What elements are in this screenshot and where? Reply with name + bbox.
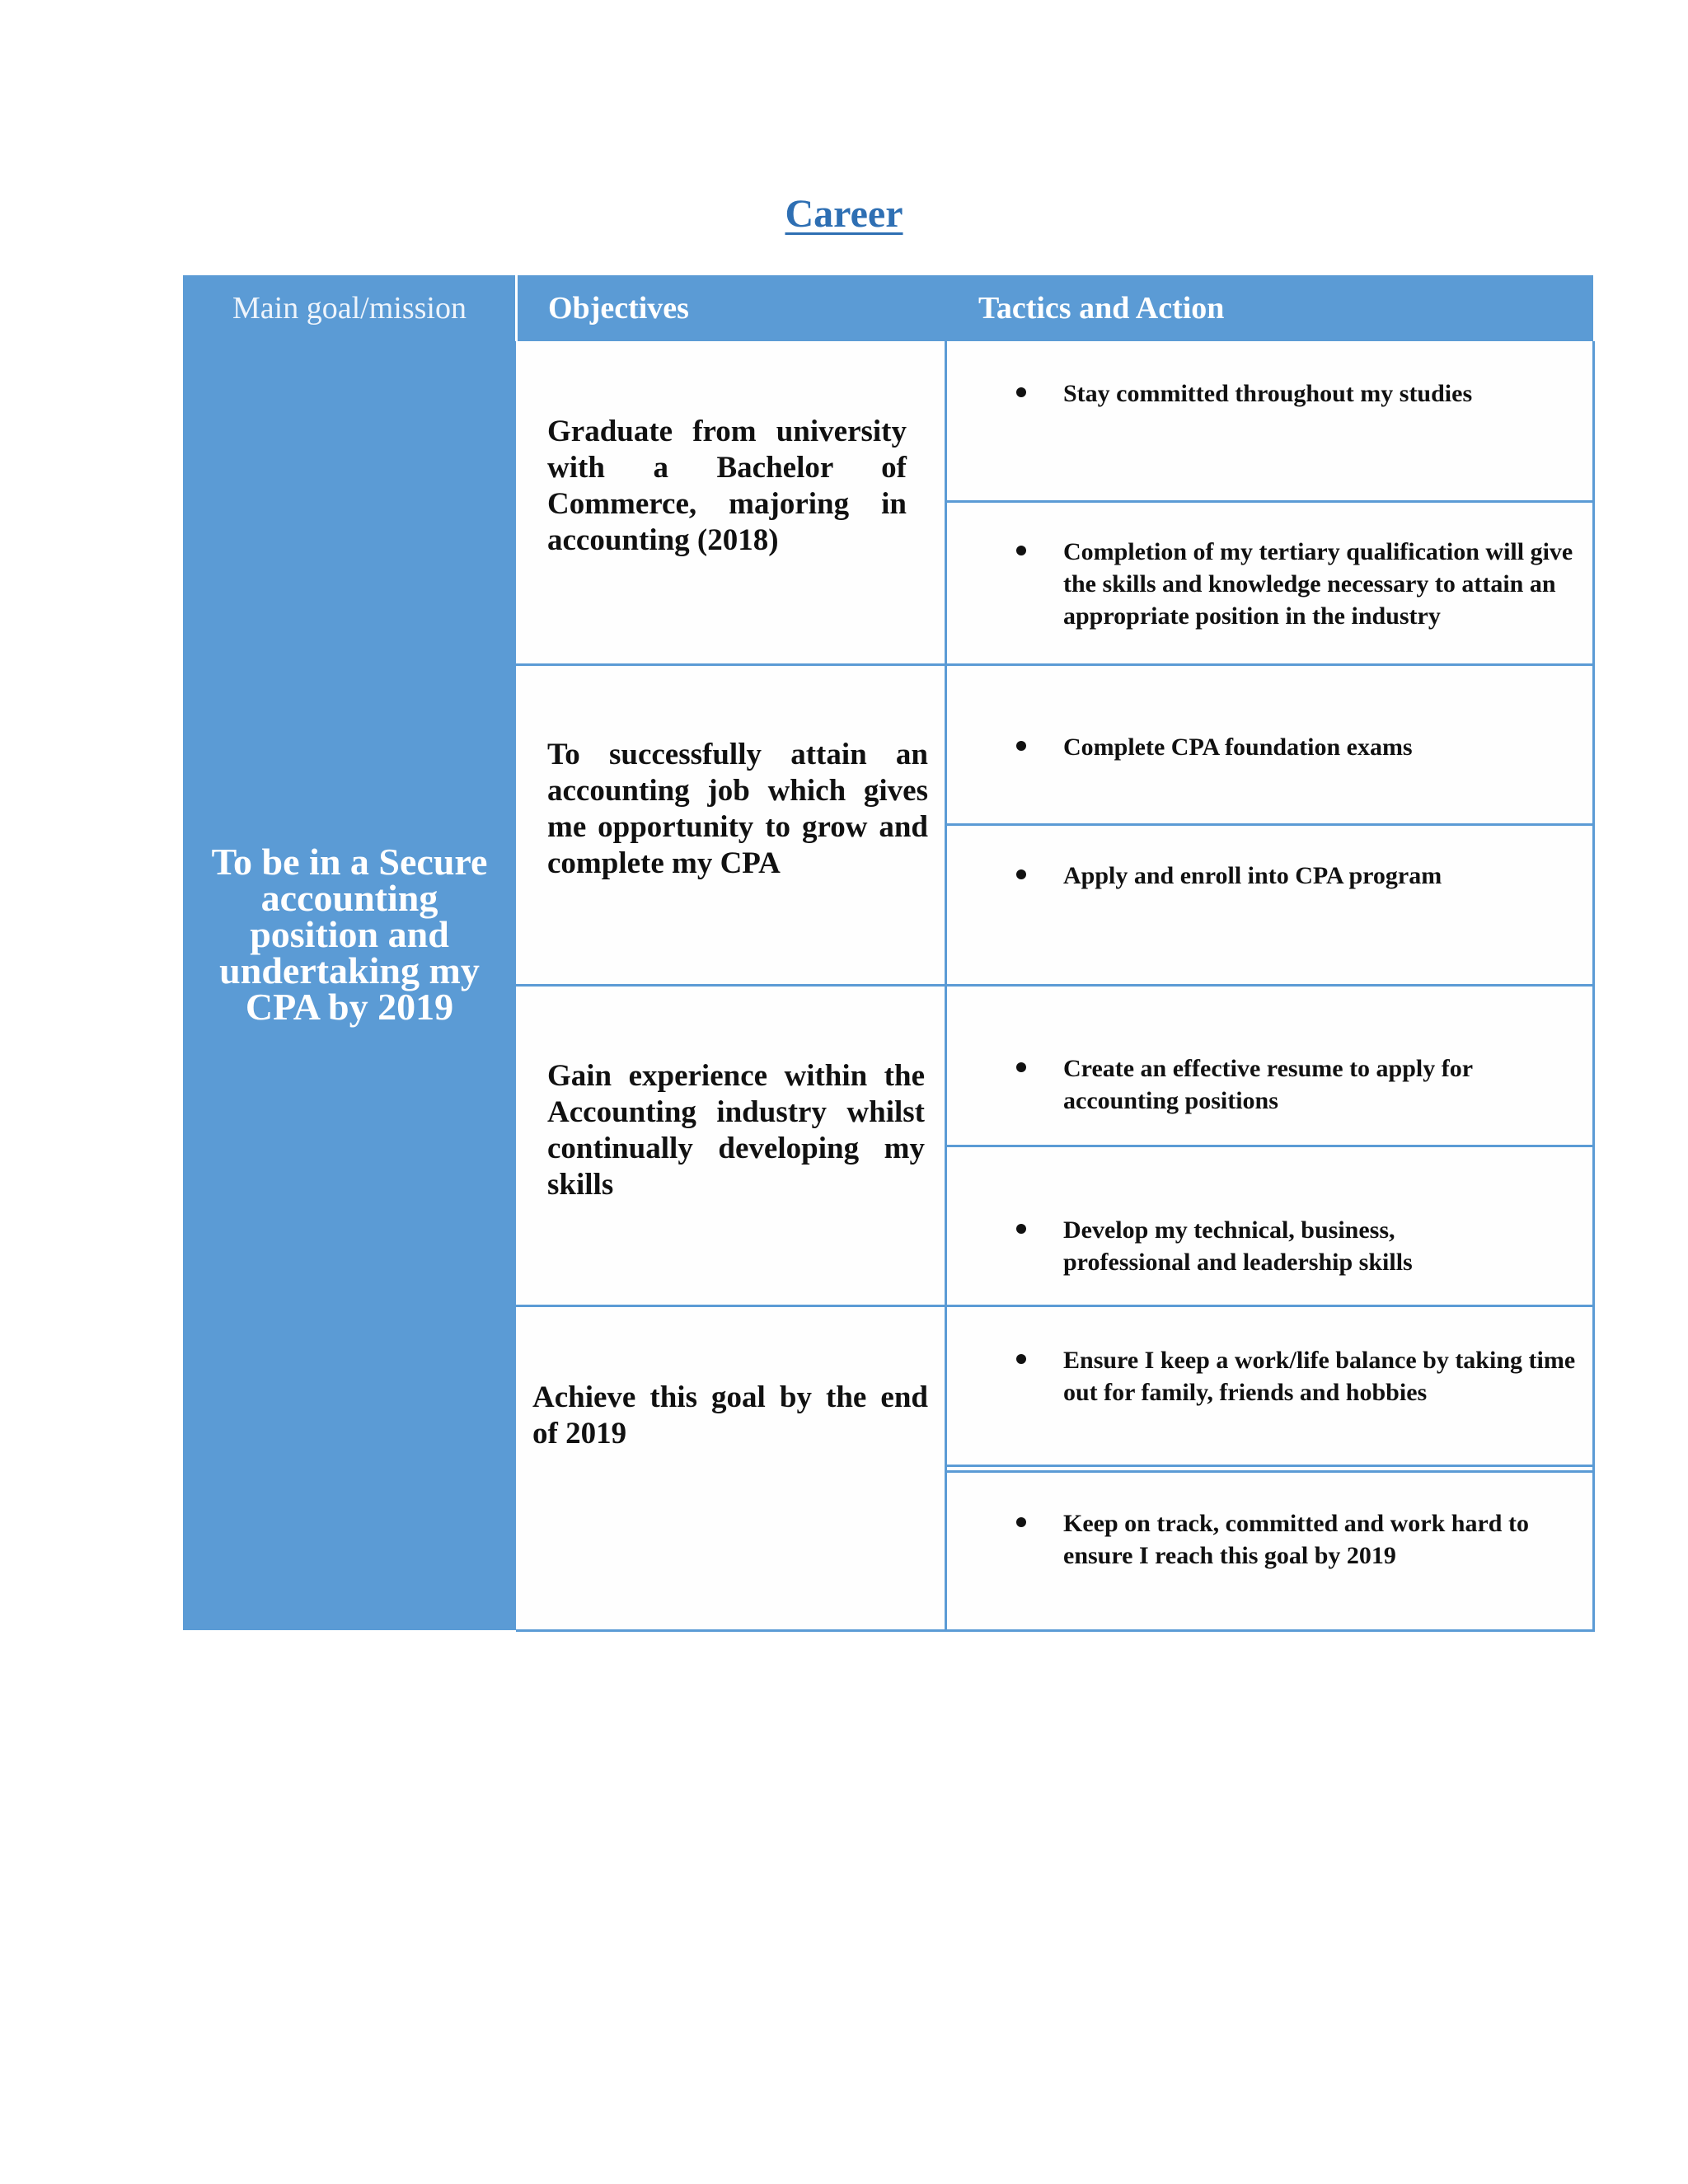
bullet-icon — [1016, 869, 1026, 879]
bullet-icon — [1016, 387, 1026, 397]
tactic-divider — [945, 1470, 1595, 1473]
objective-text: Graduate from university with a Bachelor of Commerce, majoring in accounting (2018) — [547, 415, 907, 557]
tactic-item — [1063, 1507, 1574, 1572]
tactic-item — [1063, 377, 1591, 410]
bullet-icon — [1016, 546, 1026, 555]
main-goal-column — [183, 275, 516, 1630]
tactic-text: Keep on track, committed and work hard to ensure I reach this goal by 2019 — [1063, 1510, 1529, 1569]
main-goal-line: undertaking my — [219, 949, 480, 991]
tactic-item — [1063, 536, 1591, 632]
objective-text: Gain experience within the Accounting industry whilst continually developing my skills — [547, 1059, 925, 1202]
main-goal-line: To be in a Secure — [211, 841, 488, 883]
bullet-icon — [1016, 741, 1026, 751]
tactic-text: Completion of my tertiary qualification will give the skills and knowledge necessary to attain an appropriate position in the industry — [1063, 538, 1573, 630]
tactic-divider — [945, 500, 1595, 503]
objective-text: Achieve this goal by the end of 2019 — [532, 1380, 928, 1451]
tactic-divider — [945, 1145, 1595, 1147]
row-divider — [516, 984, 1595, 987]
objectives-header: Objectives — [548, 291, 689, 326]
tactic-item — [1063, 860, 1591, 892]
row-divider — [516, 663, 1595, 666]
main-goal-header: Main goal/mission — [232, 291, 467, 326]
tactic-item — [1063, 731, 1591, 763]
tactic-text: Stay committed throughout my studies — [1063, 380, 1473, 407]
tactic-item — [1063, 1344, 1591, 1408]
tactics-header: Tactics and Action — [978, 291, 1225, 326]
header-divider — [515, 275, 518, 341]
tactic-text: Apply and enroll into CPA program — [1063, 862, 1442, 889]
table-header-row — [517, 275, 1593, 341]
main-goal-line: position and — [250, 913, 449, 955]
objective-text: To successfully attain an accounting job which gives me opportunity to grow and complete my CPA — [547, 738, 928, 880]
main-goal-line: accounting — [260, 877, 438, 919]
page-title: Career — [785, 192, 903, 236]
tactic-divider — [945, 823, 1595, 826]
main-goal-line: CPA by 2019 — [245, 986, 454, 1028]
tactic-item — [1063, 1214, 1475, 1278]
tactic-item — [1063, 1052, 1574, 1117]
tactic-text: Ensure I keep a work/life balance by taking time out for family, friends and hobbies — [1063, 1347, 1576, 1406]
main-goal-text — [183, 841, 516, 1028]
tactic-divider — [945, 1465, 1595, 1467]
tactic-text: Complete CPA foundation exams — [1063, 733, 1413, 761]
bullet-icon — [1016, 1224, 1026, 1234]
row-divider — [516, 1305, 1595, 1307]
bullet-icon — [1016, 1517, 1026, 1527]
tactic-text: Create an effective resume to apply for accounting positions — [1063, 1055, 1473, 1114]
tactic-text: Develop my technical, business, professional and leadership skills — [1063, 1216, 1413, 1276]
bullet-icon — [1016, 1354, 1026, 1364]
bullet-icon — [1016, 1062, 1026, 1072]
